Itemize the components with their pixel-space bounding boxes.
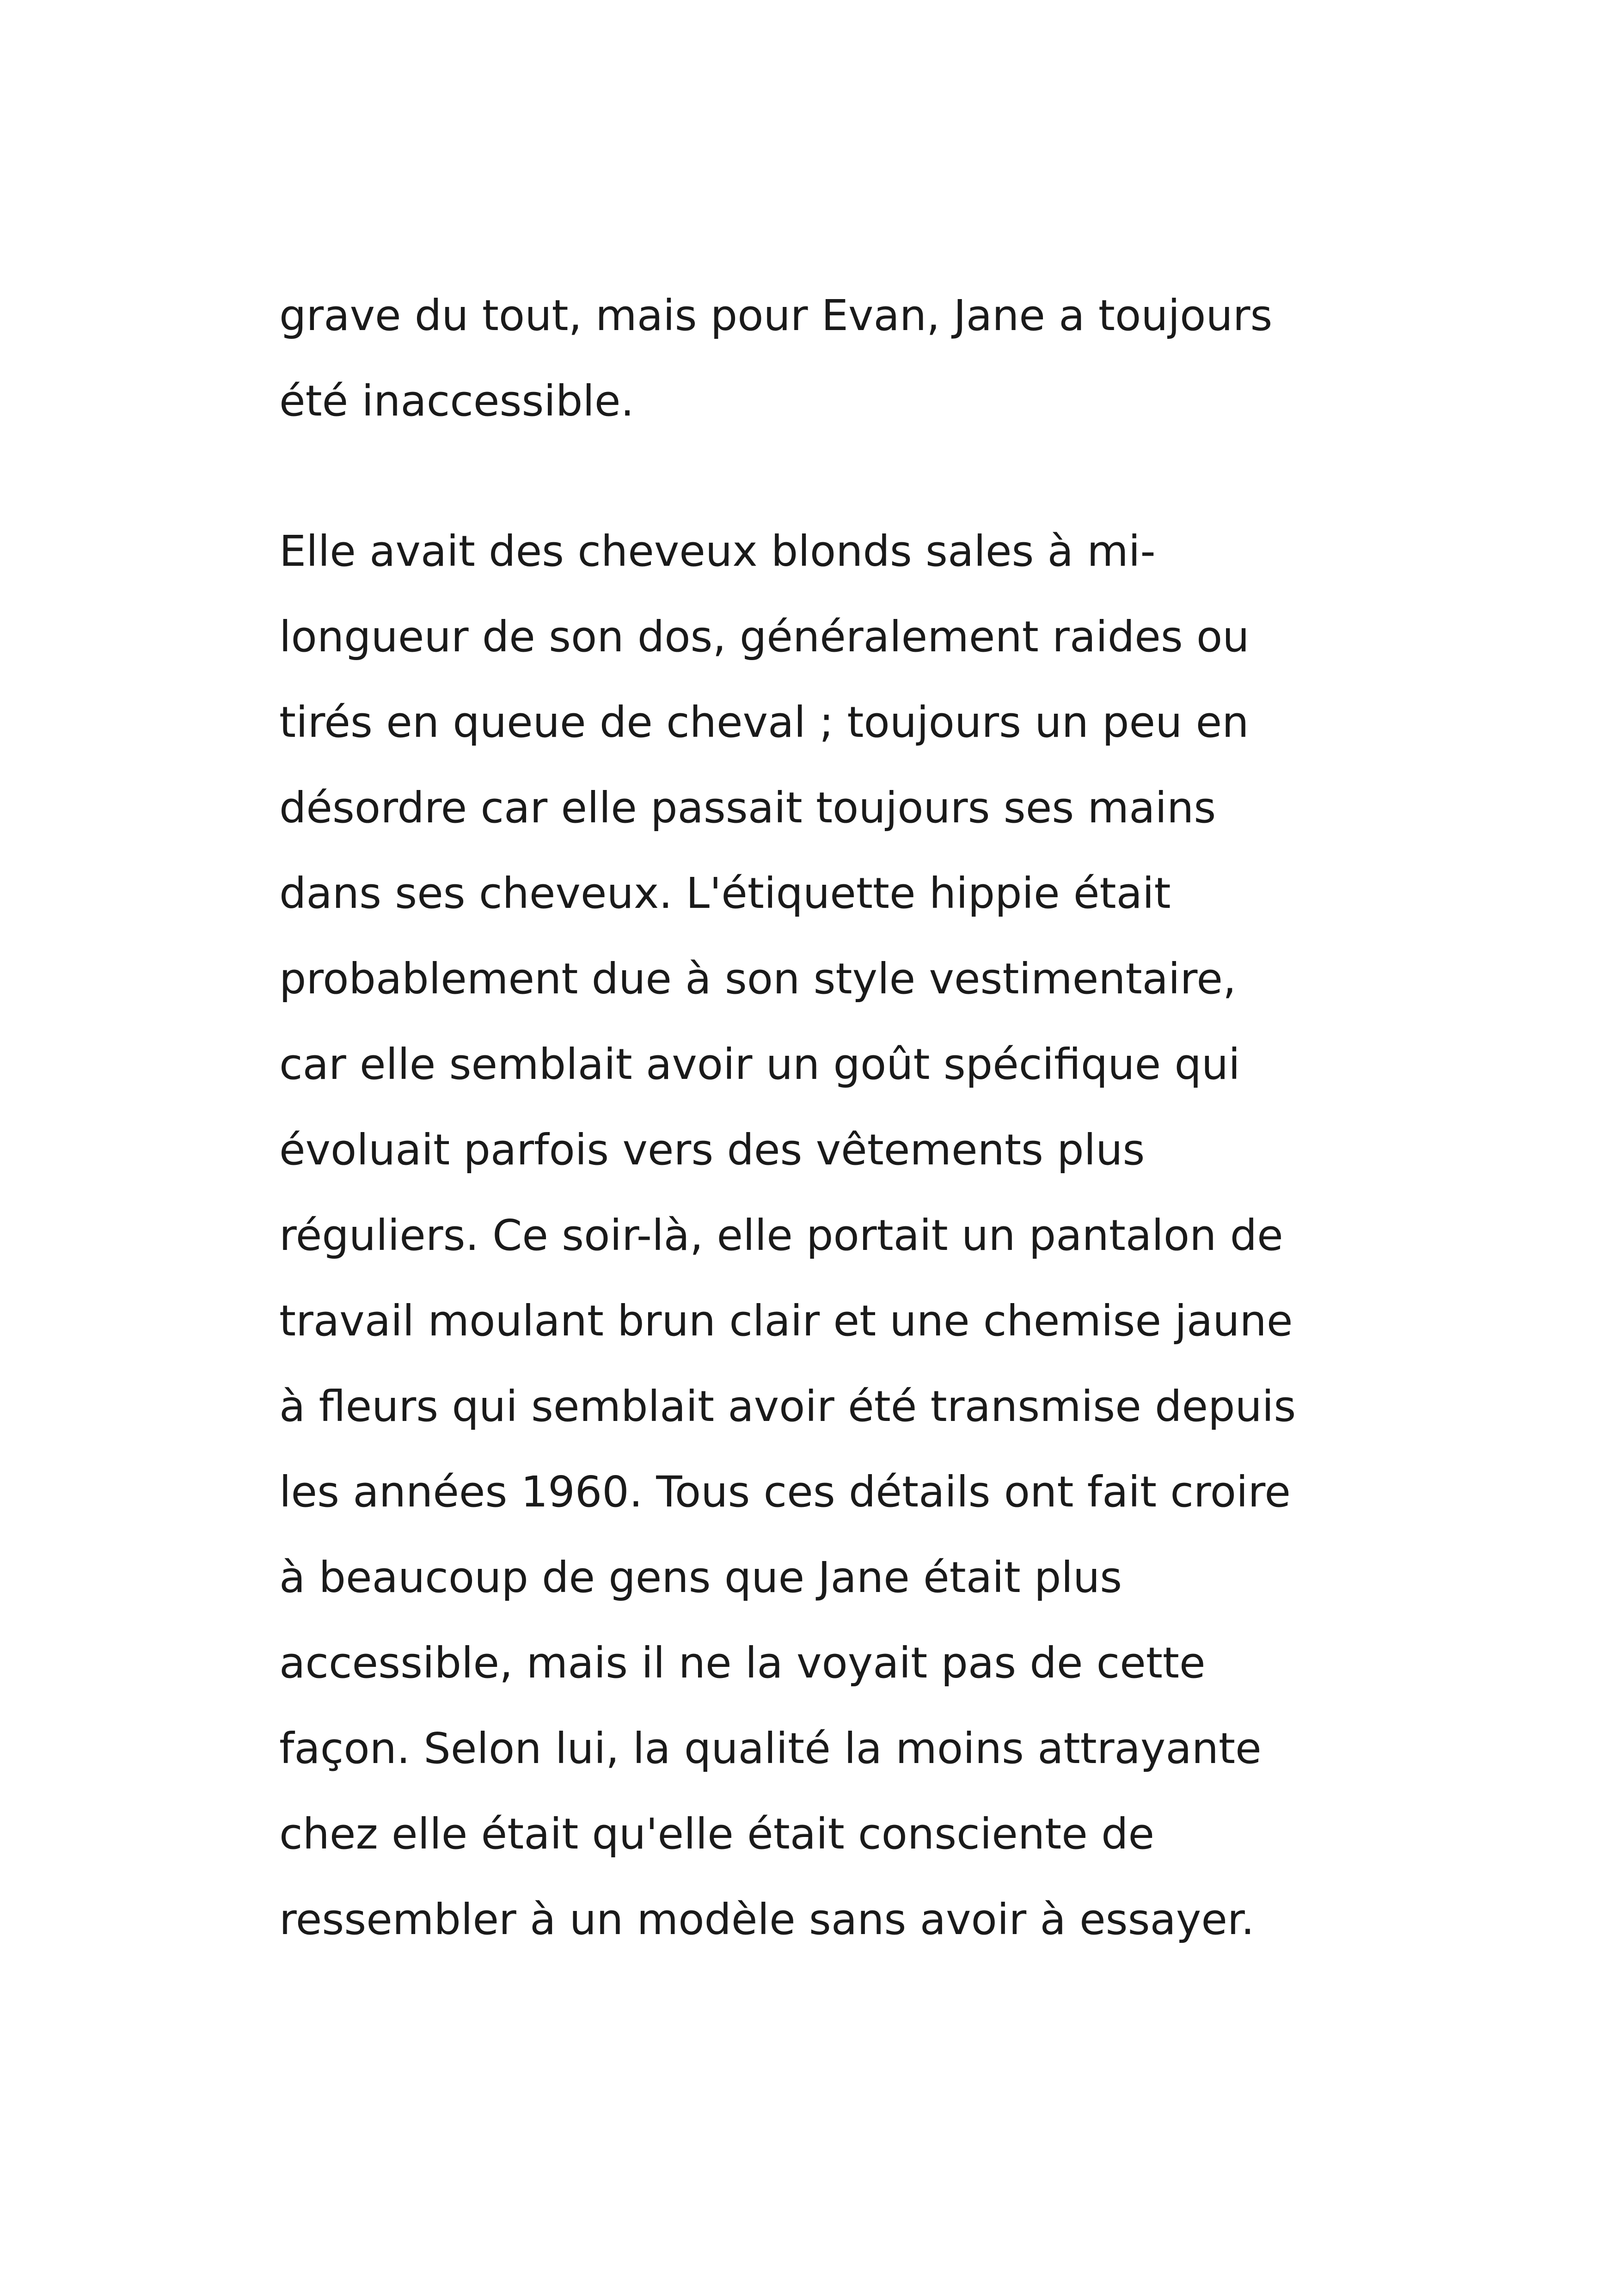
text-line: les années 1960. Tous ces détails ont fait croire	[279, 1467, 1291, 1517]
text-line: ressembler à un modèle sans avoir à essayer.	[279, 1895, 1255, 1944]
text-line: tirés en queue de cheval ; toujours un peu en	[279, 698, 1249, 747]
paragraph-1	[279, 273, 1389, 444]
text-line: désordre car elle passait toujours ses mains	[279, 783, 1216, 833]
text-line: longueur de son dos, généralement raides ou	[279, 612, 1250, 661]
text-line: façon. Selon lui, la qualité la moins attrayante	[279, 1724, 1262, 1773]
text-line: Elle avait des cheveux blonds sales à mi-	[279, 527, 1156, 576]
text-line: à fleurs qui semblait avoir été transmise depuis	[279, 1382, 1296, 1431]
text-line: réguliers. Ce soir-là, elle portait un pantalon de	[279, 1211, 1283, 1260]
text-line: à beaucoup de gens que Jane était plus	[279, 1553, 1122, 1602]
text-line: accessible, mais il ne la voyait pas de cette	[279, 1638, 1206, 1688]
paragraph-spacer	[279, 444, 1389, 508]
text-line: dans ses cheveux. L'étiquette hippie était	[279, 869, 1171, 918]
text-line: évoluait parfois vers des vêtements plus	[279, 1125, 1145, 1175]
text-line: grave du tout, mais pour Evan, Jane a toujours	[279, 291, 1273, 340]
text-line: car elle semblait avoir un goût spécifique qui	[279, 1040, 1240, 1089]
text-line: probablement due à son style vestimentaire,	[279, 954, 1237, 1004]
text-line: été inaccessible.	[279, 376, 634, 426]
text-line: travail moulant brun clair et une chemise jaune	[279, 1296, 1293, 1346]
paragraph-2	[279, 508, 1389, 1962]
body-text	[279, 273, 1389, 1962]
text-line: chez elle était qu'elle était consciente de	[279, 1809, 1155, 1859]
